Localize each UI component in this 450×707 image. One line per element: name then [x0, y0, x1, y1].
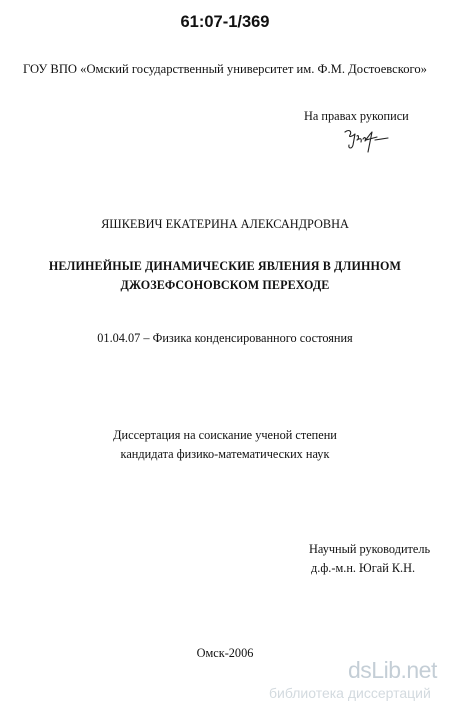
specialty-code: 01.04.07 – Физика конденсированного состояния: [97, 331, 353, 345]
author-name: ЯШКЕВИЧ ЕКАТЕРИНА АЛЕКСАНДРОВНА: [101, 217, 349, 231]
supervisor-name: д.ф.-м.н. Югай К.Н.: [311, 561, 416, 575]
city-year: Омск-2006: [196, 646, 254, 660]
handwritten-signature: [342, 125, 394, 157]
watermark-logo: dsLib.net: [348, 657, 437, 683]
dissertation-title-line-2: ДЖОЗЕФСОНОВСКОМ ПЕРЕХОДЕ: [120, 278, 330, 292]
catalog-code: 61:07-1/369: [180, 13, 270, 31]
watermark-subtitle: библиотека диссертаций: [269, 685, 431, 701]
degree-line-2: кандидата физико-математических наук: [120, 447, 330, 461]
degree-line-1: Диссертация на соискание ученой степени: [113, 428, 337, 442]
institution-name: ГОУ ВПО «Омский государственный университет им. Ф.М. Достоевского»: [23, 62, 427, 76]
supervisor-label: Научный руководитель: [309, 542, 431, 556]
dissertation-title-line-1: НЕЛИНЕЙНЫЕ ДИНАМИЧЕСКИЕ ЯВЛЕНИЯ В ДЛИННОМ: [48, 259, 402, 273]
rights-notice: На правах рукописи: [304, 109, 409, 123]
